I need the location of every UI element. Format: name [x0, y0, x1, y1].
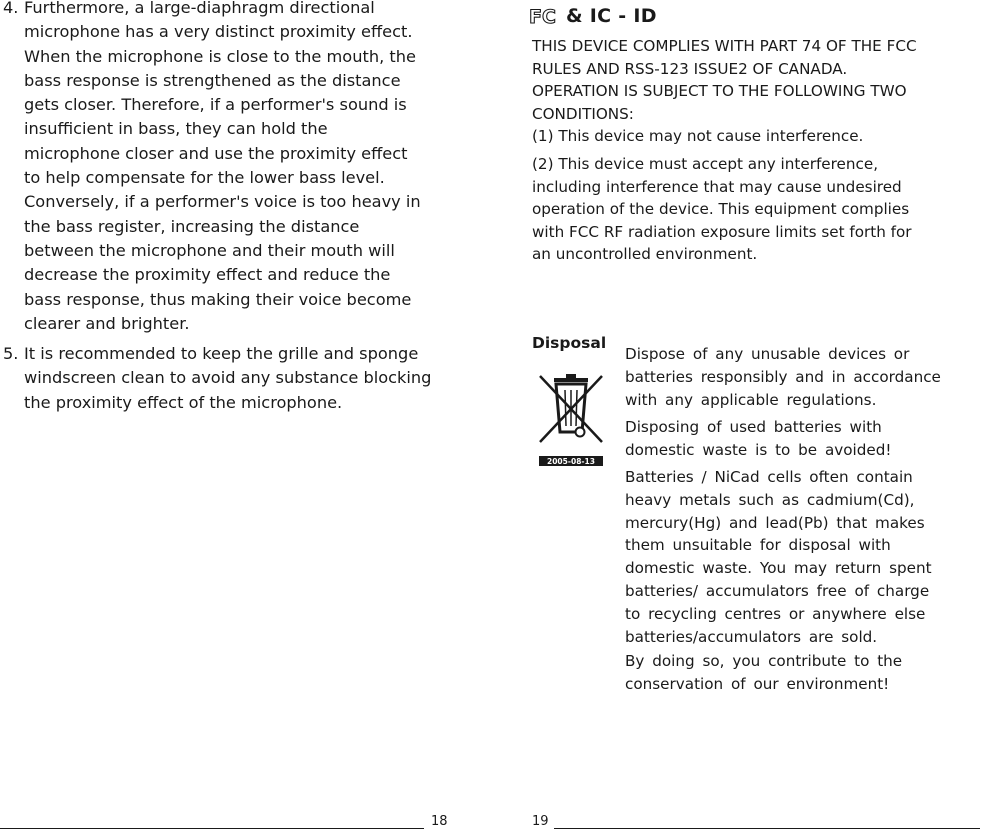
- text-line: RULES AND RSS-123 ISSUE2 OF CANADA.: [532, 59, 848, 78]
- text-line: batteries responsibly and in accordance: [625, 367, 941, 386]
- disposal-paragraph-4: [625, 650, 981, 696]
- text-line: microphone closer and use the proximity effect: [24, 143, 408, 163]
- footer-rule: [554, 828, 980, 829]
- icon-date-label: 2005-08-13: [547, 457, 595, 466]
- fcc-logo-icon: [528, 5, 560, 27]
- text-line: conservation of our environment!: [625, 674, 890, 693]
- text-line: Dispose of any unusable devices or: [625, 345, 910, 363]
- text-line: microphone has a very distinct proximity effect.: [24, 22, 413, 42]
- text-line: to recycling centres or anywhere else: [625, 604, 926, 623]
- text-line: between the microphone and their mouth will: [24, 240, 395, 260]
- text-line: domestic waste is to be avoided!: [625, 440, 892, 459]
- text-line: Batteries / NiCad cells often contain: [625, 468, 913, 486]
- text-line: them unsuitable for disposal with: [625, 536, 891, 555]
- text-line: clearer and brighter.: [24, 313, 190, 333]
- disposal-paragraph-3: [625, 466, 981, 648]
- text-line: batteries/accumulators are sold.: [625, 627, 878, 646]
- section-title: & IC - ID: [566, 5, 657, 27]
- fcc-condition-1: (1) This device may not cause interference.: [532, 127, 864, 145]
- text-line: with FCC RF radiation exposure limits set forth for: [532, 222, 912, 241]
- text-line: with any applicable regulations.: [625, 390, 877, 409]
- text-line: CONDITIONS:: [532, 104, 634, 123]
- list-item-number: 4.: [3, 0, 19, 17]
- text-line: insufficient in bass, they can hold the: [24, 119, 328, 139]
- right-page: [528, 0, 981, 832]
- text-line: It is recommended to keep the grille and sponge: [24, 344, 419, 363]
- fcc-heading: [528, 3, 657, 29]
- text-line: bass response, thus making their voice become: [24, 289, 412, 309]
- text-line: windscreen clean to avoid any substance blocking: [24, 368, 432, 388]
- text-line: gets closer. Therefore, if a performer's sound is: [24, 95, 407, 115]
- text-line: to help compensate for the lower bass level.: [24, 168, 385, 188]
- text-line: including interference that may cause undesired: [532, 177, 902, 196]
- text-line: batteries/ accumulators free of charge: [625, 581, 930, 600]
- text-line: Furthermore, a large-diaphragm directional: [24, 0, 375, 17]
- list-item-text: [24, 0, 452, 336]
- list-item-number: 5.: [3, 344, 19, 363]
- page-number: 19: [532, 814, 549, 829]
- text-line: Disposing of used batteries with: [625, 418, 882, 436]
- text-line: an uncontrolled environment.: [532, 245, 758, 264]
- text-line: By doing so, you contribute to the: [625, 652, 903, 670]
- list-item-text: [24, 342, 452, 415]
- text-line: decrease the proximity effect and reduce the: [24, 265, 391, 285]
- left-page: [0, 0, 460, 832]
- text-line: heavy metals such as cadmium(Cd),: [625, 490, 915, 509]
- disposal-paragraph-2: [625, 416, 981, 462]
- fcc-compliance-paragraph: [532, 35, 981, 125]
- text-line: domestic waste. You may return spent: [625, 559, 932, 578]
- text-line: operation of the device. This equipment complies: [532, 200, 910, 219]
- text-line: THIS DEVICE COMPLIES WITH PART 74 OF THE FCC: [532, 37, 917, 55]
- text-line: OPERATION IS SUBJECT TO THE FOLLOWING TWO: [532, 82, 907, 101]
- text-line: (2) This device must accept any interference,: [532, 155, 879, 173]
- text-line: mercury(Hg) and lead(Pb) that makes: [625, 513, 925, 532]
- page-number: 18: [431, 814, 448, 829]
- text-line: bass response is strengthened as the distance: [24, 70, 401, 90]
- disposal-paragraph-1: [625, 343, 981, 411]
- text-line: the bass register, increasing the distance: [24, 216, 360, 236]
- footer-rule: [0, 828, 424, 829]
- fcc-logo-text: FC: [529, 6, 556, 27]
- disposal-label: Disposal: [532, 334, 607, 352]
- text-line: Conversely, if a performer's voice is too heavy in: [24, 192, 421, 212]
- text-line: the proximity effect of the microphone.: [24, 392, 343, 412]
- crossed-bin-icon: [536, 368, 606, 476]
- fcc-condition-2: [532, 153, 981, 266]
- text-line: When the microphone is close to the mouth, the: [24, 46, 416, 66]
